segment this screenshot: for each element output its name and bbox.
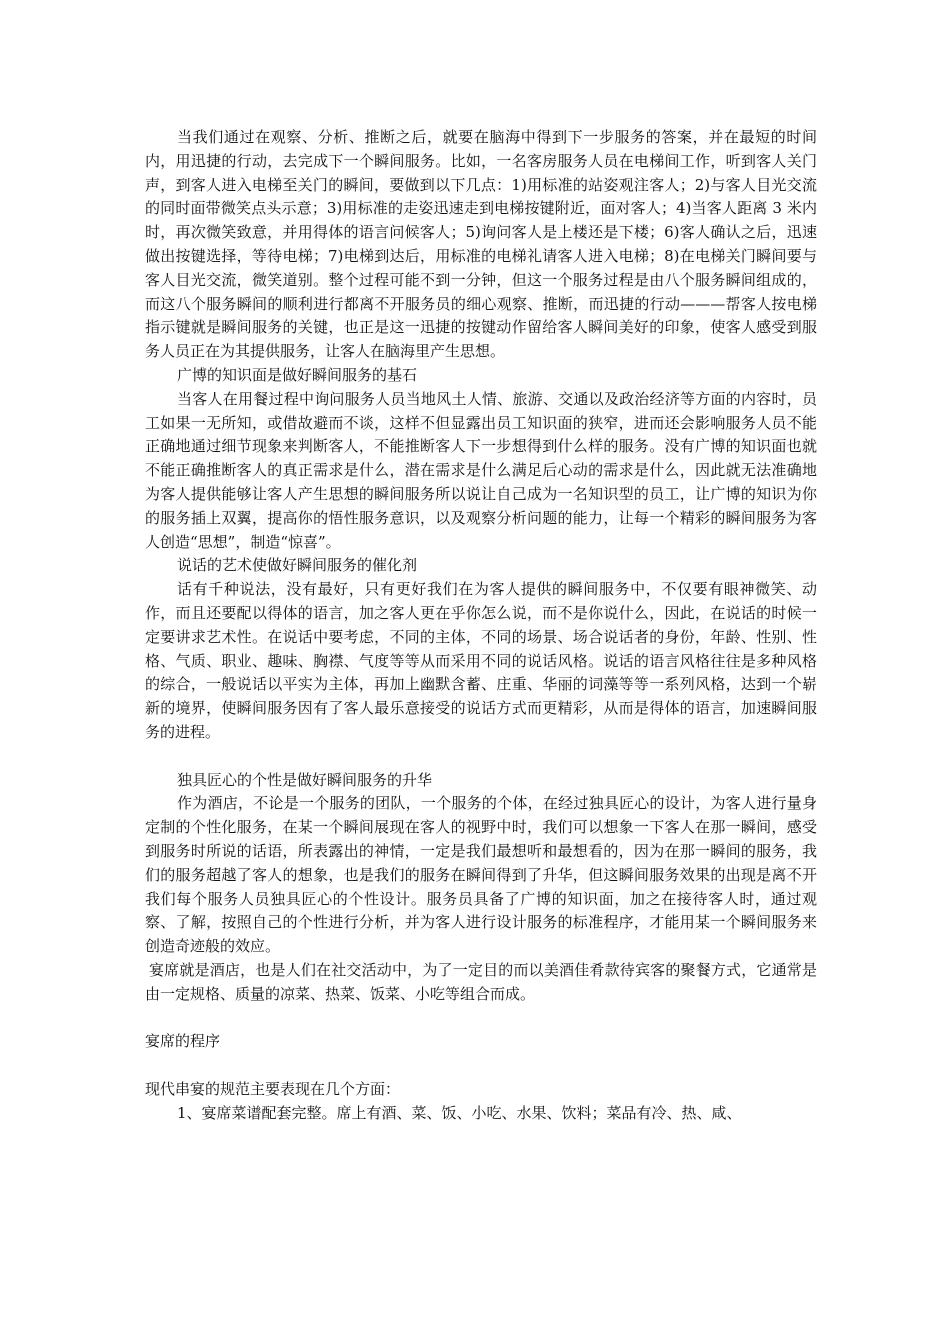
paragraph-banquet-norms-intro: 现代串宴的规范主要表现在几个方面：	[145, 1079, 401, 1098]
paragraph-speech: 话有千种说法，没有最好，只有更好我们在为客人提供的瞬间服务中，不仅要有眼神微笑、动作，而且还要配以得体的语言，加之客人更在乎你怎么说，而不是你说什么，因此，在说话的时候一定要讲求艺术性。在说话中要考虑，不同的主体，不同的场景、场合说话者的身份，年龄、性别、性格、气质、职业、趣味、胸襟、气度等等从而采用不同的说话风格。说话的语言风格往往是多种风格的综合，一般说话以平实为主体，再加上幽默含蓄、庄重、华丽的词藻等等一系列风格，达到一个崭新的境界，使瞬间服务因有了客人最乐意接受的说话方式而更精彩，从而是得体的语言，加速瞬间服务的进程。	[145, 580, 817, 741]
section-heading-speech: 说话的艺术使做好瞬间服务的催化剂	[177, 556, 418, 575]
paragraph-knowledge: 当客人在用餐过程中询问服务人员当地风土人情、旅游、交通以及政治经济等方面的内容时，员工如果一无所知，或借故避而不谈，这样不但显露出员工知识面的狭窄，进而还会影响服务人员不能正确地通过细节现象来判断客人，不能推断客人下一步想得到什么样的服务。没有广博的知识面也就不能正确推断客人的真正需求是什么，潜在需求是什么满足后心动的需求是什么，因此就无法准确地为客人提供能够让客人产生思想的瞬间服务所以说让自己成为一名知识型的员工，让广博的知识为你的服务插上双翼，提高你的悟性服务意识，以及观察分析问题的能力，让每一个精彩的瞬间服务为客人创造“思想”，制造“惊喜”。	[145, 389, 817, 551]
blank-line	[145, 745, 817, 769]
section-heading-knowledge: 广博的知识面是做好瞬间服务的基石	[177, 365, 418, 384]
list-item-menu-completeness: 1、宴席菜谱配套完整。席上有酒、菜、饭、小吃、水果、饮料；菜品有冷、热、咸、	[177, 1103, 742, 1122]
paragraph-personality: 作为酒店，不论是一个服务的团队，一个服务的个体，在经过独具匠心的设计，为客人进行量身定制的个性化服务，在某一个瞬间展现在客人的视野中时，我们可以想象一下客人在那一瞬间，感受到服务时所说的话语，所表露出的神情，一定是我们最想听和最想看的，因为在那一瞬间的服务，我们的服务超越了客人的想象，也是我们的服务在瞬间得到了升华，但这瞬间服务效果的出现是离不开我们每个服务人员独具匠心的个性设计。服务员具备了广博的知识面，加之在接待客人时，通过观察、了解，按照自己的个性进行分析，并为客人进行设计服务的标准程序，才能用某一个瞬间服务来创造奇迹般的效应。	[145, 794, 817, 956]
blank-line	[145, 1054, 817, 1078]
document-body	[145, 126, 817, 1125]
blank-line	[145, 1006, 817, 1030]
section-heading-personality: 独具匠心的个性是做好瞬间服务的升华	[177, 770, 433, 789]
paragraph-banquet-definition: 宴席就是酒店，也是人们在社交活动中，为了一定目的而以美酒佳肴款待宾客的聚餐方式，它通常是由一定规格、质量的凉菜、热菜、饭菜、小吃等组合而成。	[145, 960, 817, 1003]
paragraph-elevator-service: 当我们通过在观察、分析、推断之后，就要在脑海中得到下一步服务的答案，并在最短的时间内，用迅捷的行动，去完成下一个瞬间服务。比如，一名客房服务人员在电梯间工作，听到客人关门声，到客人进入电梯至关门的瞬间，要做到以下几点：1)用标准的站姿观注客人；2)与客人目光交流的同时面带微笑点头示意；3)用标准的走姿迅速走到电梯按键附近，面对客人；4)当客人距离 3 米内时，再次微笑致意，并用得体的语言问候客人；5)询问客人是上楼还是下楼；6)客人确认之后，迅速做出按键选择，等待电梯；7)电梯到达后，用标准的电梯礼请客人进入电梯；8)在电梯关门瞬间要与客人目光交流，微笑道别。整个过程可能不到一分钟，但这一个服务过程是由八个服务瞬间组成的，而这八个服务瞬间的顺利进行都离不开服务员的细心观察、推断，而迅捷的行动———帮客人按电梯指示键就是瞬间服务的关键，也正是这一迅捷的按键动作留给客人瞬间美好的印象，使客人感受到服务人员正在为其提供服务，让客人在脑海里产生思想。	[145, 128, 817, 361]
section-heading-banquet-procedure: 宴席的程序	[145, 1032, 221, 1051]
